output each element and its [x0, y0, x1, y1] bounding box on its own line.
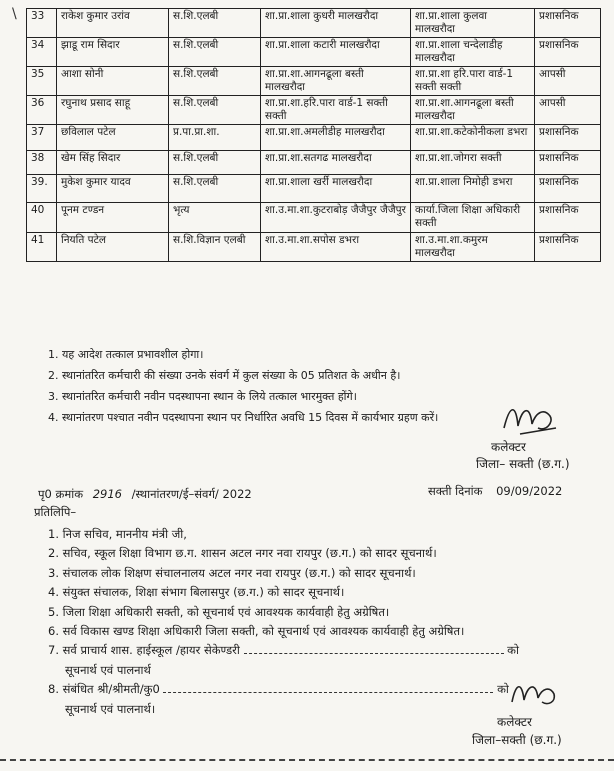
transfer-type-cell: प्रशासनिक	[535, 9, 601, 38]
current-posting-cell: शा.प्रा.शाला खर्री मालखरौदा	[261, 175, 411, 203]
transfer-table-body	[27, 9, 601, 262]
reference-section: /स्थानांतरण/ई–संवर्ग/	[131, 487, 219, 501]
post-cell: स.शि.विज्ञान एलबी	[169, 233, 261, 262]
current-posting-cell: शा.प्रा.शाला कटारी मालखरौदा	[261, 38, 411, 67]
table-row	[27, 9, 601, 38]
collector-signature-2	[508, 676, 560, 712]
note-item: 3. स्थानांतरित कर्मचारी नवीन पदस्थापना स्थान के लिये तत्काल भारमुक्त होंगे।	[48, 390, 357, 403]
post-cell: स.शि.एलबी	[169, 175, 261, 203]
collector-signature-1	[500, 398, 560, 438]
signatory-office-2: जिला–सक्ती (छ.ग.)	[472, 733, 562, 747]
table-row	[27, 203, 601, 233]
signatory-office-1: जिला– सक्ती (छ.ग.)	[476, 457, 570, 471]
current-posting-cell: शा.प्रा.शा.आगनढूला बस्ती मालखरौदा	[261, 67, 411, 96]
serial-number-cell: 41	[27, 233, 57, 262]
signatory-title-1: कलेक्टर	[491, 440, 526, 454]
new-posting-cell: शा.प्रा.शा हरि.पारा वार्ड-1 सक्ती सक्ती	[411, 67, 535, 96]
post-cell: स.शि.एलबी	[169, 38, 261, 67]
reference-number	[38, 487, 252, 502]
serial-number-cell: 37	[27, 125, 57, 151]
employee-name-cell: राकेश कुमार उरांव	[57, 9, 169, 38]
post-cell: स.शि.एलबी	[169, 96, 261, 125]
current-posting-cell: शा.उ.मा.शा.सपोस डभरा	[261, 233, 411, 262]
employee-name-cell: रघुनाथ प्रसाद साहू	[57, 96, 169, 125]
employee-name-cell: नियति पटेल	[57, 233, 169, 262]
new-posting-cell: शा.उ.मा.शा.कमुरम मालखरौदा	[411, 233, 535, 262]
place-date	[428, 484, 562, 499]
signatory-title-2: कलेक्टर	[497, 715, 532, 729]
post-cell: भृत्य	[169, 203, 261, 233]
copy-list	[48, 525, 519, 719]
copy-item: 2. सचिव, स्कूल शिक्षा विभाग छ.ग. शासन अटल नगर नवा रायपुर (छ.ग.) को सादर सूचनार्थ।	[48, 546, 437, 561]
copy-item-7	[48, 641, 519, 660]
reference-serial: 2916	[92, 487, 122, 501]
table-row	[27, 38, 601, 67]
copy-item: 5. जिला शिक्षा अधिकारी सक्ती, को सूचनार्थ एवं आवश्यक कार्यवाही हेतु अग्रेषित।	[48, 604, 390, 619]
current-posting-cell: शा.प्रा.शा.अमलीडीह मालखरौदा	[261, 125, 411, 151]
serial-number-cell: 38	[27, 151, 57, 175]
transfer-type-cell: प्रशासनिक	[535, 175, 601, 203]
post-cell: स.शि.एलबी	[169, 67, 261, 96]
transfer-type-cell: प्रशासनिक	[535, 38, 601, 67]
new-posting-cell: कार्या.जिला शिक्षा अधिकारी सक्ती	[411, 203, 535, 233]
page-margin-mark: \	[12, 6, 17, 22]
note-item: 2. स्थानांतरित कर्मचारी की संख्या उनके संवर्ग में कुल संख्या के 05 प्रतिशत के अधीन है।	[48, 369, 401, 382]
new-posting-cell: शा.प्रा.शाला कुलवा मालखरौदा	[411, 9, 535, 38]
employee-name-cell: मुकेश कुमार यादव	[57, 175, 169, 203]
new-posting-cell: शा.प्रा.शा.कटेकोनीकला डभरा	[411, 125, 535, 151]
current-posting-cell: शा.प्रा.शा.सतगढ मालखरौदा	[261, 151, 411, 175]
serial-number-cell: 35	[27, 67, 57, 96]
note-item: 1. यह आदेश तत्काल प्रभावशील होगा।	[48, 348, 204, 361]
transfer-type-cell: प्रशासनिक	[535, 151, 601, 175]
post-cell: स.शि.एलबी	[169, 9, 261, 38]
current-posting-cell: शा.प्रा.शाला कुधरी मालखरौदा	[261, 9, 411, 38]
serial-number-cell: 33	[27, 9, 57, 38]
serial-number-cell: 36	[27, 96, 57, 125]
serial-number-cell: 40	[27, 203, 57, 233]
transfer-type-cell: प्रशासनिक	[535, 203, 601, 233]
employee-name-cell: खेम सिंह सिदार	[57, 151, 169, 175]
serial-number-cell: 34	[27, 38, 57, 67]
copy-item-7-end: को	[507, 643, 519, 658]
employee-name-cell: छविलाल पटेल	[57, 125, 169, 151]
copy-item: 1. निज सचिव, माननीय मंत्री जी,	[48, 527, 187, 541]
transfer-type-cell: आपसी	[535, 67, 601, 96]
transfer-type-cell: प्रशासनिक	[535, 233, 601, 262]
table-row	[27, 175, 601, 203]
transfer-type-cell: प्रशासनिक	[535, 125, 601, 151]
reference-year: 2022	[222, 487, 252, 501]
new-posting-cell: शा.प्रा.शा.आगनढूला बस्ती मालखरौदा	[411, 96, 535, 125]
table-row	[27, 233, 601, 262]
transfer-type-cell: आपसी	[535, 96, 601, 125]
employee-name-cell: आशा सोनी	[57, 67, 169, 96]
copy-item-8-continuation: सूचनार्थ एवं पालनार्थ।	[65, 701, 156, 716]
copy-item-8-text: 8. संबंधित श्री/श्रीमती/कु0	[48, 682, 160, 697]
current-posting-cell: शा.उ.मा.शा.कुटराबोड़ जैजैपुर जैजैपुर	[261, 203, 411, 233]
table-row	[27, 151, 601, 175]
new-posting-cell: शा.प्रा.शाला चन्देलाडीह मालखरौदा	[411, 38, 535, 67]
employee-name-cell: झाडू राम सिदार	[57, 38, 169, 67]
reference-label: पृ0 क्रमांक	[38, 487, 84, 501]
blank-fill-line	[163, 683, 493, 693]
place-date-label: सक्ती दिनांक	[428, 484, 483, 498]
table-row	[27, 96, 601, 125]
page-cut-line	[0, 759, 614, 761]
post-cell: प्र.पा.प्रा.शा.	[169, 125, 261, 151]
copy-heading: प्रतिलिपि–	[34, 505, 77, 519]
employee-name-cell: पूनम टण्डन	[57, 203, 169, 233]
copy-item-8	[48, 680, 519, 699]
copy-item-8-end: को	[497, 682, 509, 697]
copy-item: 4. संयुक्त संचालक, शिक्षा संभाग बिलासपुर (छ.ग.) को सादर सूचनार्थ।	[48, 585, 345, 600]
blank-fill-line	[244, 644, 504, 654]
current-posting-cell: शा.प्रा.शा.हरि.पारा वार्ड-1 सक्ती सक्ती	[261, 96, 411, 125]
transfer-table	[26, 8, 601, 262]
serial-number-cell: 39.	[27, 175, 57, 203]
table-row	[27, 125, 601, 151]
new-posting-cell: शा.प्रा.शाला निमोही डभरा	[411, 175, 535, 203]
table-row	[27, 67, 601, 96]
copy-item-7-text: 7. सर्व प्राचार्य शास. हाईस्कूल /हायर सेकेण्डरी	[48, 643, 240, 658]
order-date: 09/09/2022	[496, 484, 563, 498]
copy-item-7-continuation: सूचनार्थ एवं पालनार्थ	[65, 662, 151, 677]
copy-item: 6. सर्व विकास खण्ड शिक्षा अधिकारी जिला सक्ती, को सूचनार्थ एवं आवश्यक कार्यवाही हेतु अग्रेषित।	[48, 624, 465, 639]
note-item: 4. स्थानांतरण पश्चात नवीन पदस्थापना स्थान पर निर्धारित अवधि 15 दिवस में कार्यभार ग्रहण करें।	[48, 411, 439, 424]
new-posting-cell: शा.प्रा.शा.जोगरा सक्ती	[411, 151, 535, 175]
copy-item: 3. संचालक लोक शिक्षण संचालनालय अटल नगर नवा रायपुर (छ.ग.) को सादर सूचनार्थ।	[48, 565, 416, 580]
order-notes	[48, 344, 438, 428]
post-cell: स.शि.एलबी	[169, 151, 261, 175]
